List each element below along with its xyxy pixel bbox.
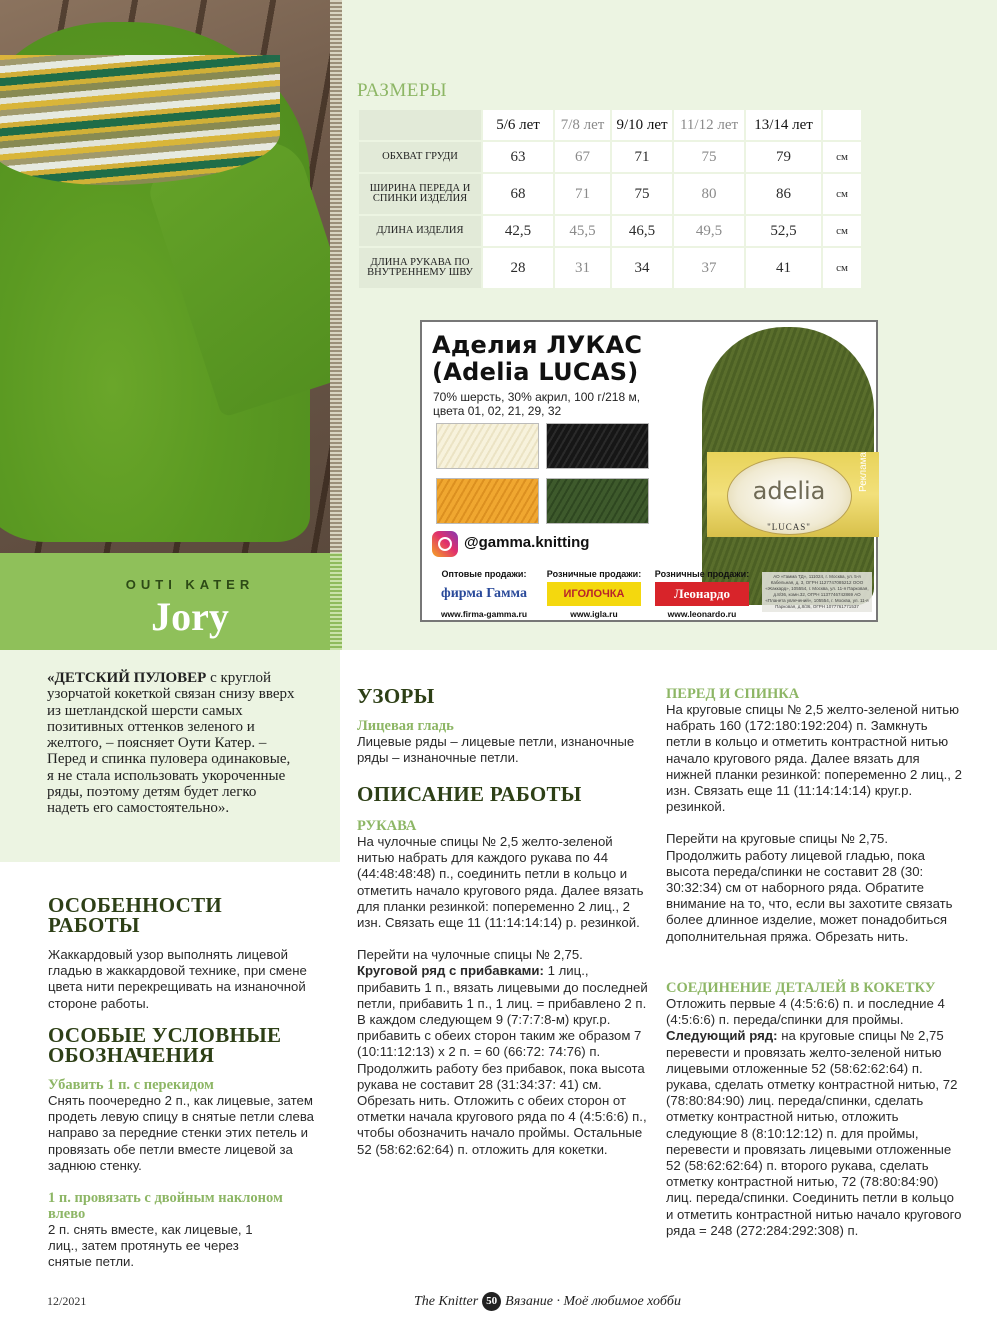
sizes-table	[357, 108, 863, 290]
table-cell: 37	[674, 248, 744, 288]
table-cell: 86	[746, 174, 821, 214]
sleeves-text-2	[357, 947, 652, 1158]
table-cell: 49,5	[674, 216, 744, 246]
seller-header: Оптовые продажи:	[441, 569, 527, 579]
empty-header-cell	[359, 110, 481, 140]
seller-wholesale	[429, 569, 539, 619]
table-row	[359, 216, 861, 246]
table-cell: 68	[483, 174, 553, 214]
color-swatch-olive	[546, 478, 649, 524]
table-cell: 75	[674, 142, 744, 172]
patterns-subheading: Лицевая гладь	[357, 718, 454, 734]
color-swatch-black	[546, 423, 649, 469]
gamma-logo: фирма Гамма	[441, 586, 527, 601]
size-column-header: 5/6 лет	[483, 110, 553, 140]
ad-mark: Реклама	[858, 451, 869, 492]
table-cell: 80	[674, 174, 744, 214]
instagram-icon	[432, 531, 458, 557]
table-row	[359, 248, 861, 288]
row-label: ШИРИНА ПЕРЕДА И СПИНКИ ИЗДЕЛИЯ	[359, 174, 481, 214]
magazine-tagline: Вязание · Моё любимое хобби	[505, 1293, 681, 1309]
legal-info: АО «Гамма ТД», 111024, г. Москва, ул. 5-я Кабельная, д. 3, ОГРН 1127747085212 ООО «Жаккард», 105554, г. Москва, ул. 11-я Парковая, д.8/36, комн.32, ОГРН 1137746742869 АО «Планета увлечений», 105554, г. Москва, ул. 11-я Парковая, д.8/36, ОГРН 1077761771537	[762, 572, 872, 612]
joining-text-1: Отложить первые 4 (4:5:6:6) п. и последние 4 (4:5:6:6) п. переда/спинки для проймы.	[666, 996, 945, 1028]
patterns-text: Лицевые ряды – лицевые петли, изнаночные ряды – изнаночные петли.	[357, 734, 635, 766]
instagram-handle[interactable]: @gamma.knitting	[464, 534, 590, 551]
instructions-heading: ОПИСАНИЕ РАБОТЫ	[357, 782, 582, 806]
yarn-advertisement	[420, 320, 878, 622]
seller-url[interactable]: www.leonardo.ru	[667, 609, 737, 619]
sleeves-bold-label: Круговой ряд с прибавками:	[357, 963, 544, 979]
seller-url[interactable]: www.firma-gamma.ru	[440, 609, 528, 619]
table-cell: 79	[746, 142, 821, 172]
size-column-header: 7/8 лет	[555, 110, 610, 140]
row-label: ДЛИНА ИЗДЕЛИЯ	[359, 216, 481, 246]
ad-title-line2: (Adelia LUCAS)	[432, 358, 639, 386]
table-row	[359, 142, 861, 172]
patterns-heading: УЗОРЫ	[357, 684, 435, 708]
joining-bold-label: Следующий ряд:	[666, 1028, 778, 1044]
footer-branding	[414, 1292, 681, 1311]
sweater-yoke-pattern	[0, 55, 280, 185]
joining-heading: СОЕДИНЕНИЕ ДЕТАЛЕЙ В КОКЕТКУ	[666, 980, 936, 996]
quote-lead: «ДЕТСКИЙ ПУЛОВЕР	[47, 670, 207, 686]
title-banner	[0, 553, 330, 650]
table-cell: 63	[483, 142, 553, 172]
unit-cell: см	[823, 142, 861, 172]
unit-cell: см	[823, 216, 861, 246]
brand-logo: adelia	[752, 477, 826, 505]
pattern-title: Jory	[151, 594, 229, 639]
yarn-specs-line2: цвета 01, 02, 21, 29, 32	[433, 404, 562, 418]
abbreviation-text: 2 п. снять вместе, как лицевые, 1 лиц., затем протянуть ее через снятые петли.	[48, 1222, 253, 1270]
yarn-specs-line1: 70% шерсть, 30% акрил, 100 г/218 м,	[433, 390, 641, 404]
features-text: Жаккардовый узор выполнять лицевой гладью в жаккардовой технике, при смене цвета нити перекрещивать на изнаночной стороне работы.	[48, 947, 307, 1011]
front-back-text-1: На круговые спицы № 2,5 желто-зеленой нитью набрать 160 (172:180:192:204) п. Замкнуть петли в кольцо и отметить контрастной нитью начало кругового ряда. Далее вязать для нижней планки резинкой: попеременно 2 лиц., 2 изн. Связать еще 11 (11:14:14:14) круг.р. резинкой.	[666, 702, 962, 815]
yarn-specs	[433, 390, 640, 418]
page-number: 50	[482, 1292, 501, 1311]
table-cell: 67	[555, 142, 610, 172]
igolochka-logo: ИГОЛОЧКА	[547, 582, 641, 606]
sleeves-intro: Перейти на чулочные спицы № 2,75.	[357, 947, 583, 963]
seller-url[interactable]: www.igla.ru	[570, 609, 618, 619]
designer-quote	[47, 670, 297, 817]
sizes-heading: РАЗМЕРЫ	[357, 80, 448, 101]
joining-rest: на круговые спицы № 2,75 перевести и провязать желто-зеленой нитью лицевыми отложенные 52 (58:62:62:64) п. рукава, сделать отметку контрастной нитью, 72 (78:80:84:90) лиц. переда/спинки, сделать отметку контрастной нитью, отложить следующие 8 (8:10:12:12) п. для проймы, перевести и провязать лицевыми отложенные 52 (58:62:62:64) п. второго рукава, сделать отметку контрастной нитью, 72 (78:80:84:90) лиц. переда/спинки. Соединить петли в кольцо и отметить контрастной нитью начало кругового ряда = 248 (272:284:292:308) п.	[666, 1028, 962, 1238]
magazine-name: The Knitter	[414, 1293, 479, 1309]
table-cell: 46,5	[612, 216, 672, 246]
quote-text: с круглой узорчатой кокеткой связан снизу вверх из шетландской шерсти самых позитивных оттенков зеленого и желтого, – поясняет Оути Катер. – Перед и спинка пуловера одинаковые, я не стала использовать укороченные ряды, поэтому детям будет легко надеть его самостоятельно».	[47, 670, 295, 817]
features-heading: ОСОБЕННОСТИ РАБОТЫ	[48, 893, 223, 937]
table-row	[359, 174, 861, 214]
front-back-heading: ПЕРЕД И СПИНКА	[666, 686, 800, 702]
size-column-header: 13/14 лет	[746, 110, 821, 140]
sleeves-heading: РУКАВА	[357, 818, 417, 834]
abbreviations-section	[48, 1025, 333, 1271]
sleeves-text-1: На чулочные спицы № 2,5 желто-зеленой нитью набрать для каждого рукава по 44 (44:48:48:48) п., соединить петли в кольцо и отметить начало кругового ряда. Далее вязать для планки резинкой: попеременно 2 лиц., 2 изн. Связать еще 11 (11:14:14:14) р. резинкой.	[357, 834, 644, 931]
abbreviation-title: 1 п. провязать с двойным наклоном влево	[48, 1190, 283, 1223]
table-cell: 28	[483, 248, 553, 288]
sizes-header-row	[359, 110, 861, 140]
row-label: ОБХВАТ ГРУДИ	[359, 142, 481, 172]
table-cell: 42,5	[483, 216, 553, 246]
instructions-section	[357, 784, 652, 1158]
seller-retail-igla	[539, 569, 649, 619]
leonardo-logo: Леонардо	[655, 582, 749, 606]
ad-title	[432, 332, 642, 386]
table-cell: 34	[612, 248, 672, 288]
ad-title-line1: Аделия ЛУКАС	[432, 331, 643, 359]
unit-cell: см	[823, 248, 861, 288]
table-cell: 41	[746, 248, 821, 288]
seller-header: Розничные продажи:	[546, 569, 642, 579]
sweater-photo	[0, 0, 330, 553]
author-name: OUTI KATER	[125, 577, 255, 592]
ad-mark-wrap	[858, 432, 870, 492]
row-label: ДЛИНА РУКАВА ПО ВНУТРЕННЕМУ ШВУ	[359, 248, 481, 288]
size-column-header: 9/10 лет	[612, 110, 672, 140]
table-cell: 52,5	[746, 216, 821, 246]
brand-subtitle: "LUCAS"	[767, 522, 811, 532]
color-swatch-orange	[436, 478, 539, 524]
table-cell: 75	[612, 174, 672, 214]
issue-date: 12/2021	[47, 1294, 87, 1308]
seller-retail-leonardo	[647, 569, 757, 619]
joining-text-2	[666, 1028, 962, 1239]
table-cell: 45,5	[555, 216, 610, 246]
front-back-section	[666, 686, 962, 945]
color-swatch-cream	[436, 423, 539, 469]
abbreviation-title: Убавить 1 п. с перекидом	[48, 1077, 214, 1093]
seller-header: Розничные продажи:	[654, 569, 750, 579]
table-cell: 71	[555, 174, 610, 214]
table-cell: 31	[555, 248, 610, 288]
sleeves-rest: 1 лиц., прибавить 1 п., вязать лицевыми до последней петли, прибавить 1 п., 1 лиц. = прибавлено 2 п. В каждом следующем 9 (7:7:7:8-м) круг.р. прибавить с обеих сторон таким же образом 7 (10:11:12:13) х 2 п. = 60 (66:72: 74:76) п. Продолжить работу без прибавок, пока высота рукава не составит 28 (31:34:37: 41) см. Обрезать нить. Отложить с обеих сторон от отметки начала кругового ряда по 4 (4:5:6:6) п., чтобы обозначить начало проймы. Остальные 52 (58:62:62:64) п. отложить для кокетки.	[357, 963, 648, 1157]
patterns-section	[357, 686, 647, 766]
size-column-header: 11/12 лет	[674, 110, 744, 140]
front-back-text-2: Перейти на круговые спицы № 2,75. Продолжить работу лицевой гладью, пока высота переда/спинки не составит 28 (30: 30:32:34) см от наборного ряда. Обратите внимание на то, что, если вы захотите связать более длинное изделие, может понадобиться дополнительная пряжа. Обрезать нить.	[666, 831, 953, 944]
features-section	[48, 895, 328, 1012]
table-cell: 71	[612, 142, 672, 172]
joining-section	[666, 980, 962, 1239]
abbreviations-heading: ОСОБЫЕ УСЛОВНЫЕ ОБОЗНАЧЕНИЯ	[48, 1023, 282, 1067]
unit-header-cell	[823, 110, 861, 140]
unit-cell: см	[823, 174, 861, 214]
abbreviation-text: Снять поочередно 2 п., как лицевые, затем продеть левую спицу в снятые петли слева направо за передние стенки этих петель и провязать обе петли вместе лицевой за заднюю стенку.	[48, 1093, 315, 1173]
